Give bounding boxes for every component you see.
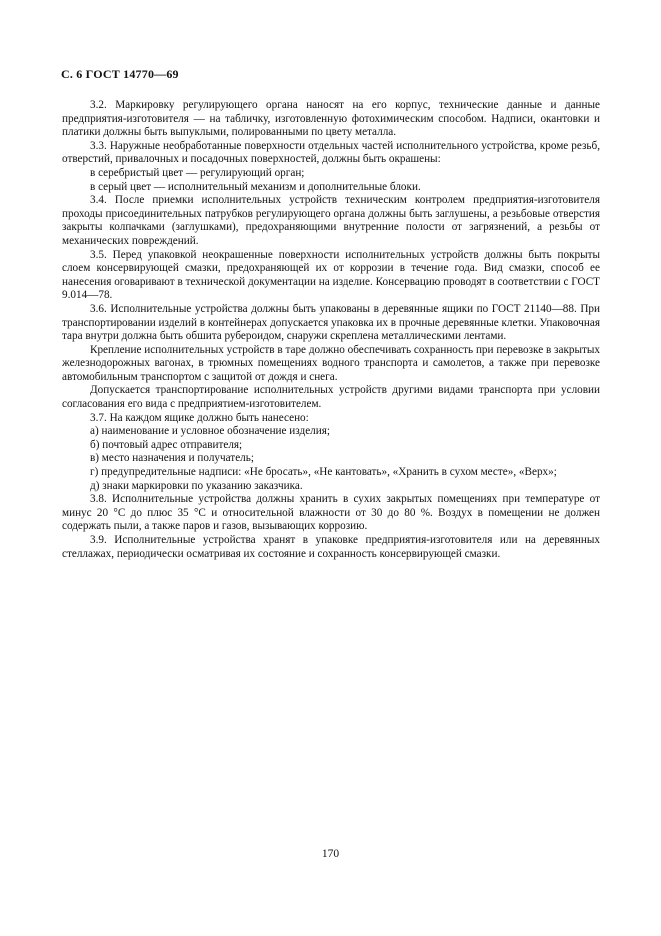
paragraph-3-8: 3.8. Исполнительные устройства должны хранить в сухих закрытых помещениях при температуре от минус 20 °С до плюс 35 °С и относительной влажности от 30 до 80 %. Воздух в помещении не должен содержать пыли, а также паров и газов, вызывающих коррозию.	[62, 493, 600, 533]
page-header: С. 6 ГОСТ 14770—69	[61, 67, 179, 81]
paragraph-3-7: 3.7. На каждом ящике должно быть нанесено:	[90, 411, 309, 424]
paragraph-3-3: 3.3. Наружные необработанные поверхности отдельных частей исполнительного устройства, кроме резьб, отверстий, привалочных и посадочных поверхностей, должны быть окрашены:	[62, 139, 600, 166]
list-item-v: в) место назначения и получатель;	[90, 452, 254, 465]
paragraph-3-9: 3.9. Исполнительные устройства хранят в упаковке предприятия-изготовителя или на деревянных стеллажах, периодически осматривая их состояние и сохранность консервирующей смазки.	[62, 534, 600, 560]
paragraph-3-6: 3.6. Исполнительные устройства должны быть упакованы в деревянные ящики по ГОСТ 21140—88. При транспортировании изделий в контейнерах допускается упаковка их в прочные деревянные клетки. Упаковочная тара внутри должна быть обшита рубероидом, снаружи скреплена металлическими лентами.	[62, 302, 600, 343]
list-item-grey: в серый цвет — исполнительный механизм и дополнительные блоки.	[90, 180, 421, 193]
list-item-silver: в серебристый цвет — регулирующий орган;	[90, 166, 305, 179]
list-item-a: а) наименование и условное обозначение изделия;	[90, 425, 330, 438]
paragraph-3-5: 3.5. Перед упаковкой неокрашенные поверхности исполнительных устройств должны быть покрыты слоем консервирующей смазки, предохраняющей их от коррозии в течение года. Вид смазки, способ ее нанесения оговаривают в технической документации на изделие. Консервацию проводят в соответствии с ГОСТ 9.014—78.	[62, 248, 600, 302]
paragraph-3-4: 3.4. После приемки исполнительных устройств техническим контролем предприятия-изготовителя проходы присоединительных патрубков регулирующего органа должны быть заглушены, а резьбовые отверстия закрыты колпачками (заглушками), предохраняющими внутренние полости от загрязнений, а резьбы от механических повреждений.	[62, 194, 600, 247]
paragraph-fastening: Крепление исполнительных устройств в таре должно обеспечивать сохранность при перевозке в закрытых железнодорожных вагонах, в трюмных помещениях водного транспорта и самолетов, а также при перевозке автомобильным транспортом с защитой от дождя и снега.	[62, 343, 600, 383]
list-item-g: г) предупредительные надписи: «Не бросать», «Не кантовать», «Хранить в сухом месте», «Верх»;	[90, 466, 557, 479]
list-item-d: д) знаки маркировки по указанию заказчика.	[90, 479, 303, 492]
document-body	[62, 99, 600, 561]
paragraph-transport: Допускается транспортирование исполнительных устройств другими видами транспорта при условии согласования его вида с предприятием-изготовителем.	[62, 384, 600, 411]
paragraph-3-2: 3.2. Маркировку регулирующего органа наносят на его корпус, технические данные и данные предприятия-изготовителя — на табличку, изготовленную фотохимическим способом. Надписи, окантовки и платики должны быть выпуклыми, полированными по цвету металла.	[62, 99, 600, 139]
page-number: 170	[321, 848, 340, 860]
list-item-b: б) почтовый адрес отправителя;	[90, 438, 243, 451]
